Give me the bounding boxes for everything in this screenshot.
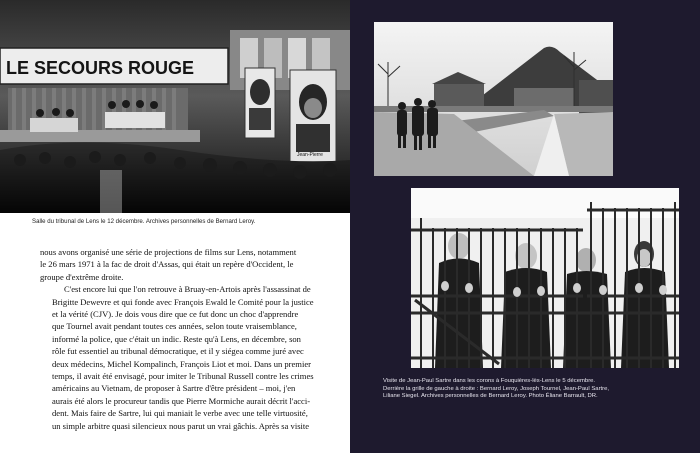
paragraph-1 (40, 246, 302, 283)
left-photo-caption: Salle du tribunal de Lens le 12 décembre. Archives personnelles de Bernard Leroy. (32, 218, 256, 225)
paragraph-2 (40, 283, 314, 432)
body-line: informé la police, que c'était un indic. Reste qu'à Lens, en décembre, son (52, 333, 301, 344)
body-line: que Tournel avait pendant toutes ces années, selon toute vraisemblance, (52, 321, 297, 332)
body-line: le 26 mars 1971 à la fac de droit d'Assas, qui était un repère d'Occident, le (40, 259, 294, 270)
body-line: groupe d'extrême droite. (40, 271, 124, 282)
gate-illustration (411, 188, 679, 368)
body-line: temps, il avait été envisagé, pour imiter le Tribunal Russell contre les crimes (52, 371, 314, 382)
body-line: rôle fut essentiel au tribunal démocratique, et il y siégea comme juré avec (52, 346, 304, 357)
body-line: deux médecins, Michel Kompalinch, François Liot et moi. Dans un premier (52, 358, 311, 369)
body-line: nous avons organisé une série de projections de films sur Lens, notamment (40, 247, 297, 257)
body-line: américains au Vietnam, de proposer à Sartre d'être président – moi, j'en (52, 383, 296, 394)
caption-line: Liliane Siegel. Archives personnelles de Bernard Leroy. Photo Éliane Barrault, DR. (383, 393, 598, 400)
caption-line: Visite de Jean-Paul Sartre dans les corons à Fouquières-lès-Lens le 5 décembre. (383, 378, 596, 384)
body-line: dent. Mais faire de Sartre, lui qui maniait le verbe avec une telle virtuosité, (52, 408, 308, 419)
body-line: C'est encore lui que l'on retrouve à Bruay-en-Artois après l'assassinat de (64, 284, 311, 295)
body-text (40, 246, 314, 432)
poster-label: Jean-Pierre (297, 152, 323, 158)
gate-photo (411, 188, 679, 368)
tribunal-hall-photo (0, 0, 350, 213)
banner-text: LE SECOURS ROUGE (6, 58, 195, 78)
body-line: aurais été alors le procureur tandis que Pierre Mormiche aurait décrit l'acci- (52, 395, 311, 406)
body-line: un simple arbitre quasi silencieux nous parut un vrai gâchis. Après sa visite (52, 420, 310, 431)
portrait-poster-2 (290, 70, 336, 162)
body-line: Brigitte Dewevre et qui fonde avec François Ewald le Comité pour la justice (52, 296, 314, 307)
right-page (350, 0, 700, 453)
portrait-poster-1 (245, 68, 275, 138)
tribunal-hall-illustration (0, 0, 350, 213)
caption-line: Derrière la grille de gauche à droite : Bernard Leroy, Joseph Tournel, Jean-Paul Sartre, (383, 385, 610, 392)
coron-street-illustration (374, 22, 613, 176)
right-photo-caption (383, 378, 683, 401)
body-line: et la vérité (CJV). Je dois vous dire que ce fut donc un choc d'apprendre (52, 309, 299, 320)
coron-street-photo (374, 22, 613, 176)
